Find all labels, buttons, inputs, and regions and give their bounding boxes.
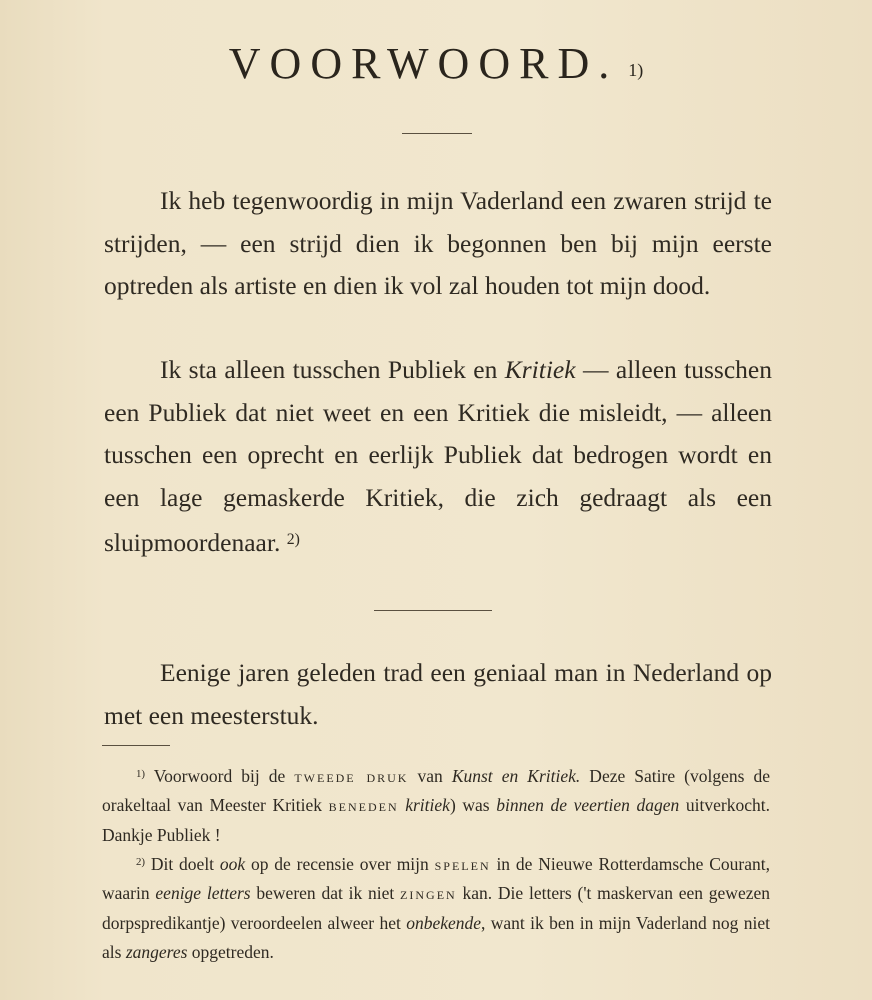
paragraph-3 (104, 652, 772, 737)
footnote-1-italic-1: Kunst en Kritiek. (451, 765, 581, 786)
footnote-1-text: uitverkocht. Dankje Publiek ! (102, 795, 770, 845)
footnote-2-text: op de recensie over mijn (245, 853, 435, 874)
footnote-1-text: Deze Satire (volgens de orakeltaal van Meester Kritiek (102, 765, 770, 816)
footnote-1-italic-2: kritiek (405, 795, 450, 816)
footnote-2-text: kan. Die letters ('t maskervan een gewezen dorpspredikantje) veroordeelen alweer het (102, 883, 771, 933)
footnote-2-italic-1: ook (219, 853, 246, 874)
footnote-2-italic-2: eenige letters (155, 883, 251, 904)
footnote-1-text: van (408, 765, 452, 786)
title-rule (402, 133, 472, 134)
footnote-2-text: opgetreden. (187, 942, 274, 963)
footnote-1-text: ) was (449, 795, 497, 816)
footnote-1-mark: 1) (136, 768, 146, 780)
paragraph-2-italic-kritiek: Kritiek (504, 355, 576, 384)
footnote-2-mark: 2) (136, 856, 146, 868)
footnote-1-italic-3: binnen de veertien dagen (496, 795, 680, 816)
section-rule (374, 610, 492, 611)
paragraph-2-footnote-mark: 2) (286, 531, 300, 548)
paragraph-2-text-a: Ik sta alleen tusschen Publiek en (160, 355, 505, 384)
footnote-2-smallcaps-1: spelen (434, 854, 491, 874)
title-text: VOORWOORD. (228, 39, 619, 88)
page-title (0, 38, 872, 89)
footnote-2-italic-3: onbekende (406, 912, 482, 933)
footnote-2-italic-4: zangeres (125, 942, 188, 963)
footnote-1-smallcaps-1: tweede druk (294, 766, 409, 786)
footnote-2-text: , want ik ben in mijn Vaderland nog niet als (102, 912, 770, 963)
paragraph-1-text: Ik heb tegenwoordig in mijn Vaderland een zwaren strijd te strijden, — een strijd dien ik begonnen ben bij mijn eerste optreden als artiste en dien ik vol zal houden tot mijn dood. (104, 186, 772, 300)
paragraph-1 (104, 180, 772, 308)
footnote-rule (102, 745, 170, 746)
title-footnote-mark: 1) (628, 60, 644, 80)
paragraph-2-text-c: — alleen tusschen een Publiek dat niet weet en een Kritiek die misleidt, — alleen tusschen een oprecht en eerlijk Publiek dat bedrogen wordt en een lage gemaskerde Kritiek, die zich gedraagt als een sluipmoordenaar. (104, 355, 772, 558)
footnote-1 (102, 760, 770, 850)
footnote-1-text: Voorwoord bij de (145, 765, 295, 786)
paragraph-2 (104, 349, 772, 565)
footnote-2-smallcaps-2: zingen (400, 884, 457, 904)
paragraph-3-text: Eenige jaren geleden trad een geniaal man in Nederland op met een meesterstuk. (104, 658, 772, 730)
footnote-2-text: beweren dat ik niet (250, 883, 401, 904)
footnote-2-text: in de Nieuwe Rotterdamsche Courant, waarin (102, 853, 770, 904)
footnote-2-text: Dit doelt (145, 853, 220, 874)
footnote-1-smallcaps-2: beneden (328, 796, 399, 816)
footnote-2 (102, 848, 770, 968)
